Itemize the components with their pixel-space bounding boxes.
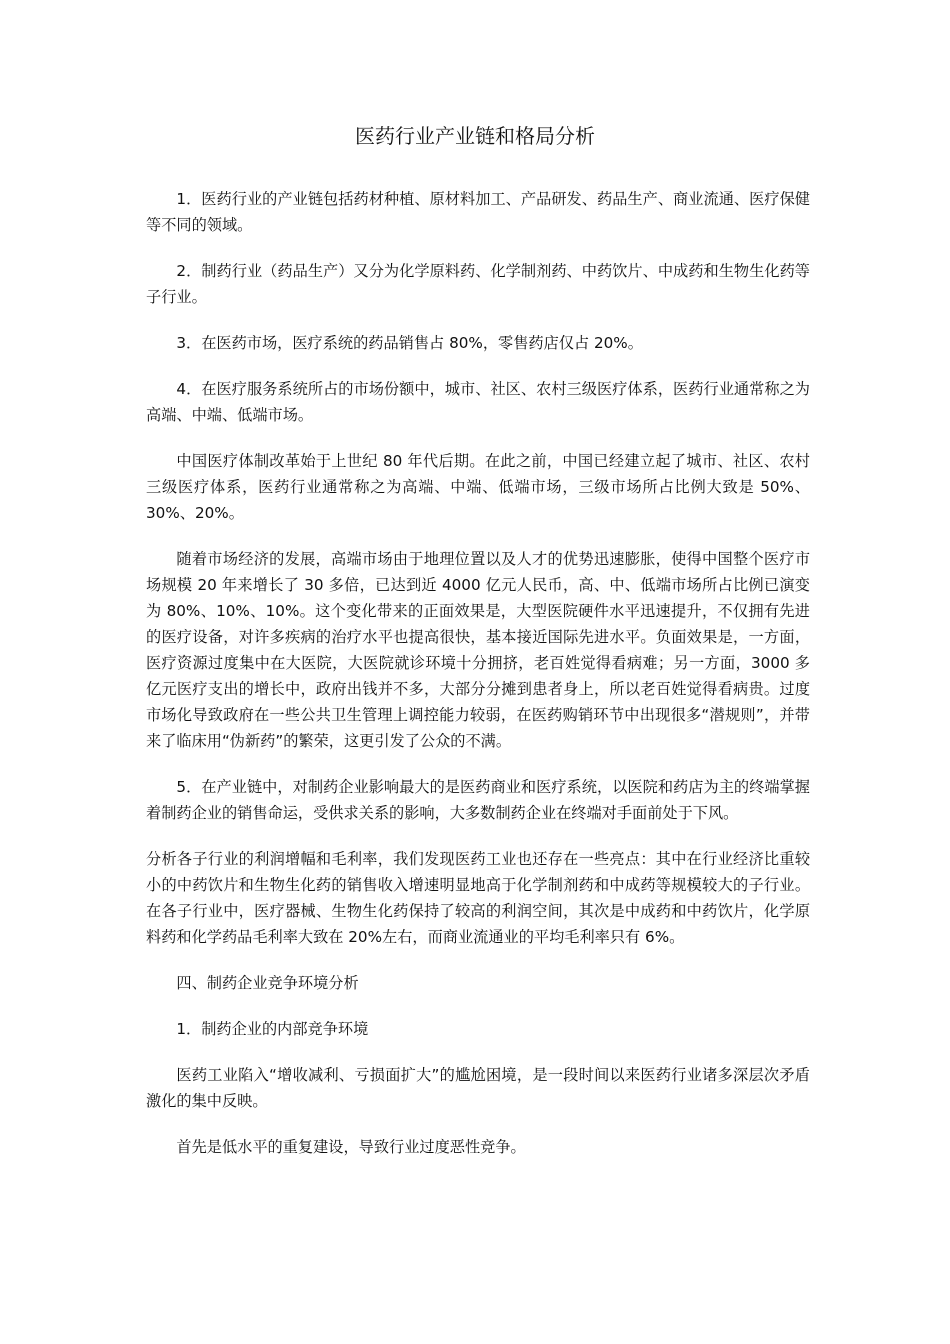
paragraph-market-development: 随着市场经济的发展，高端市场由于地理位置以及人才的优势迅速膨胀，使得中国整个医疗市场规模 20 年来增长了 30 多倍，已达到近 4000 亿元人民币，高、中、低端市场所占比例已演变为 80%、10%、10%。这个变化带来的正面效果是，大型医院硬件水平迅速提升，不仅拥有先进的医疗设备，对许多疾病的治疗水平也提高很快，基本接近国际先进水平。负面效果是，一方面，医疗资源过度集中在大医院，大医院就诊环境十分拥挤，老百姓觉得看病难；另一方面，3000 多亿元医疗支出的增长中，政府出钱并不多，大部分分摊到患者身上，所以老百姓觉得看病贵。过度市场化导致政府在一些公共卫生管理上调控能力较弱，在医药购销环节中出现很多“潜规则”，并带来了临床用“伪新药”的繁荣，这更引发了公众的不满。 <box>146 550 810 750</box>
section-heading-competition: 四、制药企业竞争环境分析 <box>176 974 359 992</box>
document-body <box>146 186 810 1180</box>
document-title: 医药行业产业链和格局分析 <box>355 124 595 148</box>
paragraph-3: 3．在医药市场，医疗系统的药品销售占 80%，零售药店仅占 20%。 <box>176 334 643 352</box>
paragraph-5: 5．在产业链中，对制药企业影响最大的是医药商业和医疗系统，以医院和药店为主的终端掌握着制药企业的销售命运，受供求关系的影响，大多数制药企业在终端对手面前处于下风。 <box>146 778 810 822</box>
paragraph-reform-history: 中国医疗体制改革始于上世纪 80 年代后期。在此之前，中国已经建立起了城市、社区、农村三级医疗体系，医药行业通常称之为高端、中端、低端市场，三级市场所占比例大致是 50%、30%、20%。 <box>146 452 810 522</box>
subheading-internal-competition: 1．制药企业的内部竞争环境 <box>176 1020 369 1038</box>
paragraph-industry-dilemma: 医药工业陷入“增收减利、亏损面扩大”的尴尬困境，是一段时间以来医药行业诸多深层次矛盾激化的集中反映。 <box>146 1066 810 1110</box>
paragraph-1: 1．医药行业的产业链包括药材种植、原材料加工、产品研发、药品生产、商业流通、医疗保健等不同的领域。 <box>146 190 810 234</box>
paragraph-profit-analysis: 分析各子行业的利润增幅和毛利率，我们发现医药工业也还存在一些亮点：其中在行业经济比重较小的中药饮片和生物生化药的销售收入增速明显地高于化学制剂药和中成药等规模较大的子行业。在各子行业中，医疗器械、生物生化药保持了较高的利润空间，其次是中成药和中药饮片，化学原料药和化学药品毛利率大致在 20%左右，而商业流通业的平均毛利率只有 6%。 <box>146 850 810 946</box>
paragraph-duplicate-construction: 首先是低水平的重复建设，导致行业过度恶性竞争。 <box>176 1138 526 1156</box>
paragraph-4: 4．在医疗服务系统所占的市场份额中，城市、社区、农村三级医疗体系，医药行业通常称之为高端、中端、低端市场。 <box>146 380 810 424</box>
paragraph-2: 2．制药行业（药品生产）又分为化学原料药、化学制剂药、中药饮片、中成药和生物生化药等子行业。 <box>146 262 810 306</box>
